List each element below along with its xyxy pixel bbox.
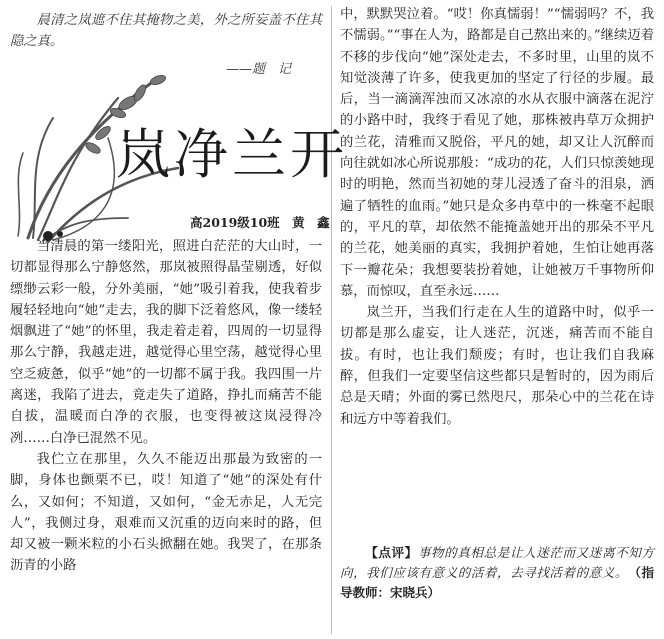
paragraph: 岚兰开，当我们行走在人生的道路中时，似乎一切都是那么虚妄，让人迷茫，沉迷，痛苦而不能自拔。有时，也让我们颓废；有时，也让我们自我麻醉，但我们一定要坚信这些都只是暂时的，因为雨后总是天晴；外面的雾已然咫尺，那朵心中的兰花在诗和远方中等着我们。: [340, 305, 654, 427]
column-divider: [331, 6, 332, 634]
paragraph: 当清晨的第一缕阳光，照进白茫茫的大山时，一切都显得那么宁静悠然，那岚被照得晶莹剔透，好似缥缈云彩一般，分外美丽，“她”吸引着我，使我着步履轻轻地向“她”走去，我的脚下泛着悠风，像一缕轻烟飘进了“她”的怀里，我走着走着，四周的一切显得那么宁静，我越走进，越觉得心里空荡，越觉得心里空乏疲惫，似乎“她”的一切都不属于我。我四围一片离迷，我陷了进去，竟走失了道路，挣扎而痛苦不能自拔，温暖而白净的衣服，也变得被这岚浸得冷冽……白净已混然不见。: [10, 239, 322, 446]
author-byline: 高2019级10班 黄 鑫: [190, 215, 330, 230]
paragraph: 中，默默哭泣着。“哎！你真懦弱！”“懦弱吗？不，我不懦弱。”“事在人为，路都是自己熬出来的。”继续迈着不移的步伐向“她”深处走去，不多时里，山里的岚不知觉淡薄了许多，使我更加的坚定了行径的步履。最后，当一滴滴浑浊而又冰凉的水从衣服中滴落在泥泞的小路中时，我终于看见了她，那株被冉草万众拥护的兰花，清雅而又脱俗，平凡的她，却又让人沉醉而向往就如冰心所说那般：“成功的花，人们只惊羡她现时的明艳，然而当初她的芽儿浸透了奋斗的泪泉，洒遍了牺牲的血雨。”她只是众多冉草中的一株毫不起眼的，平凡的草，却依然不能掩盖她开出的那朵不平凡的兰花，她美丽的真实，我拥护着她，生怕让她再落下一瓣花朵；我想要装扮着她，让她被万千事物所仰慕，而惊叹，直至永远……: [340, 7, 654, 299]
epigraph-sign: ——题 记: [226, 62, 292, 77]
teacher-comment: [340, 543, 654, 603]
paragraph: 我伫立在那里，久久不能迈出那最为致密的一脚，身体也颤栗不已，哎！知道了“她”的深处有什么，又如何；不知道，又如何，“金无赤足，人无完人”，我侧过身，艰难而又沉重的迈向来时的路，但却又被一颗米粒的小石头掀翻在她。我哭了，在那条沥青的小路: [10, 451, 322, 574]
right-column: [340, 4, 654, 430]
article-title: 岚净兰开: [116, 123, 348, 186]
teacher-credit: （指导教师：宋晓兵）: [340, 565, 654, 600]
epigraph: [10, 10, 322, 53]
epigraph-text: 晨清之岚遮不住其掩物之美，外之所妄盖不住其隐之真。: [10, 13, 322, 50]
comment-tag: 【点评】: [365, 545, 418, 560]
left-column: [10, 236, 322, 577]
comment-text: 事物的真相总是让人迷茫而又迷离不知方向，我们应该有意义的活着，去寻找活着的意义。: [340, 545, 655, 580]
